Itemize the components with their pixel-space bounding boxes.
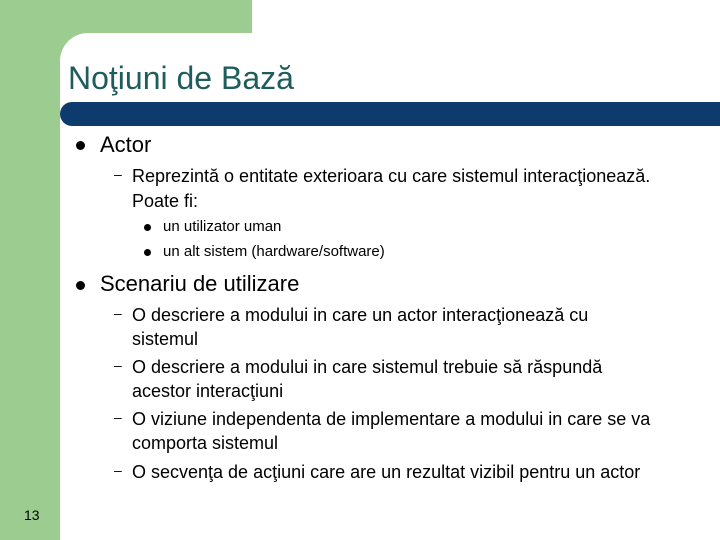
bullet-icon — [144, 224, 151, 231]
dash-icon: – — [114, 409, 122, 425]
scenario-item-1-line-1: O descriere a modului in care un actor interacţionează cu — [132, 305, 589, 325]
scenario-item-2-line-1: O descriere a modului in care sistemul trebuie să răspundă — [132, 357, 603, 377]
scenario-item-3-line-2: comporta sistemul — [132, 433, 279, 453]
dash-icon: – — [114, 166, 122, 182]
dash-icon: – — [114, 462, 122, 478]
dash-icon: – — [114, 305, 122, 321]
scenario-item-4-line-1: O secvenţa de acţiuni care are un rezultat vizibil pentru un actor — [132, 462, 641, 482]
actor-description-line-2: Poate fi: — [132, 191, 199, 211]
title-underline-bar — [60, 102, 720, 126]
dash-icon: – — [114, 357, 122, 373]
bullet-icon — [76, 141, 85, 150]
actor-type-human: un utilizator uman — [163, 218, 282, 235]
scenario-item-1-line-2: sistemul — [132, 329, 199, 349]
actor-type-system: un alt sistem (hardware/software) — [163, 243, 385, 260]
scenario-item-2-line-2: acestor interacţiuni — [132, 381, 284, 401]
bullet-icon — [76, 281, 85, 290]
actor-description-line-1: Reprezintă o entitate exterioara cu care sistemul interacţionează. — [132, 166, 651, 186]
page-number: 13 — [24, 507, 40, 523]
scenario-item-3-line-1: O viziune independenta de implementare a modului in care se va — [132, 409, 651, 429]
bullet-icon — [144, 249, 151, 256]
bullet-scenariu: Scenariu de utilizare — [100, 271, 300, 296]
slide-title: Noţiuni de Bază — [68, 60, 294, 96]
bullet-actor: Actor — [100, 132, 152, 157]
decorative-green-band-left — [0, 0, 60, 540]
